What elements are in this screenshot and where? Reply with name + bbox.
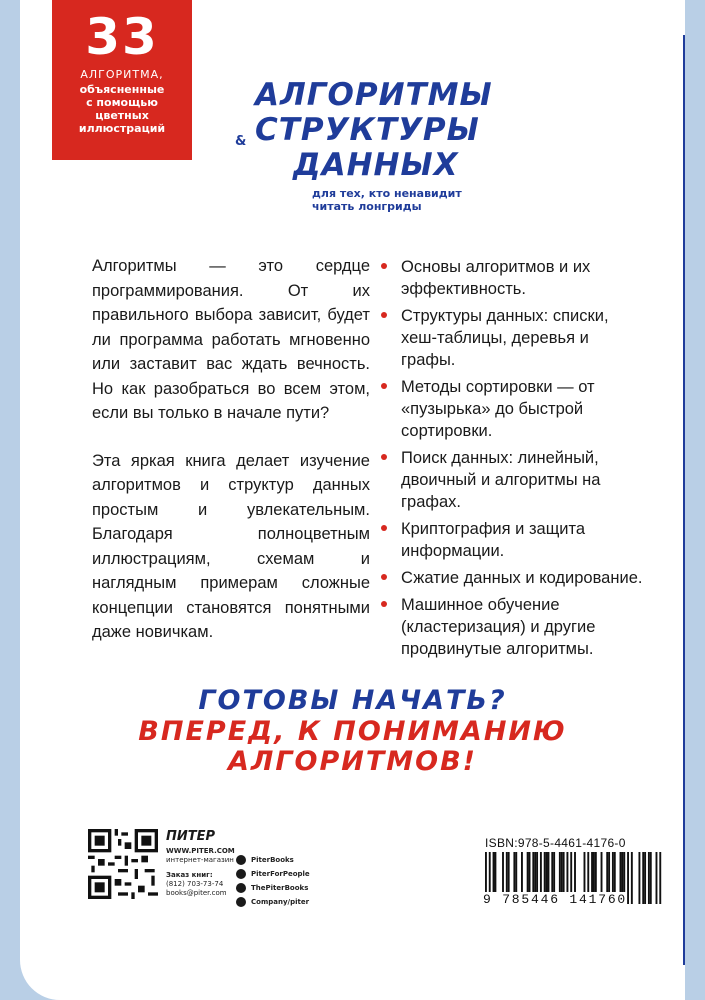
badge-description xyxy=(52,83,192,135)
order-block xyxy=(166,871,235,898)
subtitle xyxy=(312,187,462,213)
badge-desc-line: иллюстраций xyxy=(78,122,166,135)
list-item-text: Структуры данных: списки, хеш-таблицы, деревья и графы. xyxy=(401,307,609,369)
badge-number: 33 xyxy=(85,8,159,66)
cta-line-2: ВПЕРЕД, К ПОНИМАНИЮ xyxy=(138,716,567,747)
title-line-1: АЛГОРИТМЫ xyxy=(255,77,493,113)
publisher-info xyxy=(166,829,235,898)
title-line-3: ДАННЫХ xyxy=(293,147,459,183)
back-cover xyxy=(20,0,685,1000)
list-item xyxy=(380,567,645,589)
list-item xyxy=(380,305,645,371)
social-item[interactable] xyxy=(236,895,310,909)
order-phone: (812) 703-73-74 xyxy=(166,880,224,888)
edge-line xyxy=(683,35,685,965)
book-title xyxy=(235,77,535,183)
badge-desc-line: цветных xyxy=(95,109,149,122)
description-paragraph-2: Эта яркая книга делает изучение алгоритмов и структур данных простым и увлекательным. Благодаря полноцветным иллюстрациям, схемам и наглядным примерам сложные концепции становятся понятными даже новичкам. xyxy=(92,451,370,641)
bullet-icon xyxy=(381,454,387,460)
bullet-icon xyxy=(381,574,387,580)
publisher-site-note: интернет-магазин xyxy=(166,856,234,864)
youtube-icon xyxy=(236,883,246,893)
order-label: Заказ книг: xyxy=(166,871,213,879)
bullet-icon xyxy=(381,383,387,389)
list-item xyxy=(380,518,645,562)
social-item[interactable] xyxy=(236,853,310,867)
list-item-text: Поиск данных: линейный, двоичный и алгоритмы на графах. xyxy=(401,449,601,511)
list-item xyxy=(380,376,645,442)
badge xyxy=(52,0,192,160)
barcode-number: 9 785446 141760 xyxy=(483,892,628,907)
hh-icon xyxy=(236,897,246,907)
bullet-icon xyxy=(381,601,387,607)
social-label: ThePiterBooks xyxy=(251,884,309,892)
title-line-2 xyxy=(235,112,535,149)
social-label: PiterForPeople xyxy=(251,870,310,878)
telegram-icon xyxy=(236,869,246,879)
social-label: PiterBooks xyxy=(251,856,294,864)
bullet-icon xyxy=(381,312,387,318)
list-item-text: Основы алгоритмов и их эффективность. xyxy=(401,258,591,298)
social-item[interactable] xyxy=(236,881,310,895)
cta-line-3: АЛГОРИТМОВ! xyxy=(228,746,477,777)
bullet-icon xyxy=(381,263,387,269)
subtitle-line: читать лонгриды xyxy=(312,200,422,213)
list-item-text: Сжатие данных и кодирование. xyxy=(401,569,643,587)
list-item-text: Машинное обучение (кластеризация) и другие продвинутые алгоритмы. xyxy=(401,596,596,658)
bullet-icon xyxy=(381,525,387,531)
cta-line-1: ГОТОВЫ НАЧАТЬ? xyxy=(198,685,507,716)
order-email[interactable]: books@piter.com xyxy=(166,889,227,897)
site-block xyxy=(166,847,235,865)
badge-desc-line: объясненные xyxy=(79,83,165,96)
list-item-text: Криптография и защита информации. xyxy=(401,520,586,560)
qr-code xyxy=(88,829,158,899)
feature-list xyxy=(380,256,645,665)
social-label: Company/piter xyxy=(251,898,310,906)
badge-label: АЛГОРИТМА, xyxy=(80,68,164,81)
isbn: ISBN:978-5-4461-4176-0 xyxy=(485,836,626,850)
title-line-2-text: СТРУКТУРЫ xyxy=(255,112,480,148)
list-item-text: Методы сортировки — от «пузырька» до быстрой сортировки. xyxy=(401,378,595,440)
publisher-site[interactable]: WWW.PITER.COM xyxy=(166,847,235,855)
list-item xyxy=(380,594,645,660)
title-ampersand: & xyxy=(235,134,248,149)
badge-desc-line: с помощью xyxy=(86,96,158,109)
social-links xyxy=(236,853,310,909)
vk-icon xyxy=(236,855,246,865)
subtitle-line: для тех, кто ненавидит xyxy=(312,187,462,200)
publisher-logo: ПИТЕР xyxy=(166,829,216,844)
description xyxy=(92,254,370,668)
social-item[interactable] xyxy=(236,867,310,881)
list-item xyxy=(380,447,645,513)
list-item xyxy=(380,256,645,300)
description-paragraph-1: Алгоритмы — это сердце программирования. От их правильного выбора зависит, будет ли программа работать мгновенно или заставит вас ждать вечность. Но как разобраться во всем этом, если вы только в начале пути? xyxy=(92,257,370,422)
